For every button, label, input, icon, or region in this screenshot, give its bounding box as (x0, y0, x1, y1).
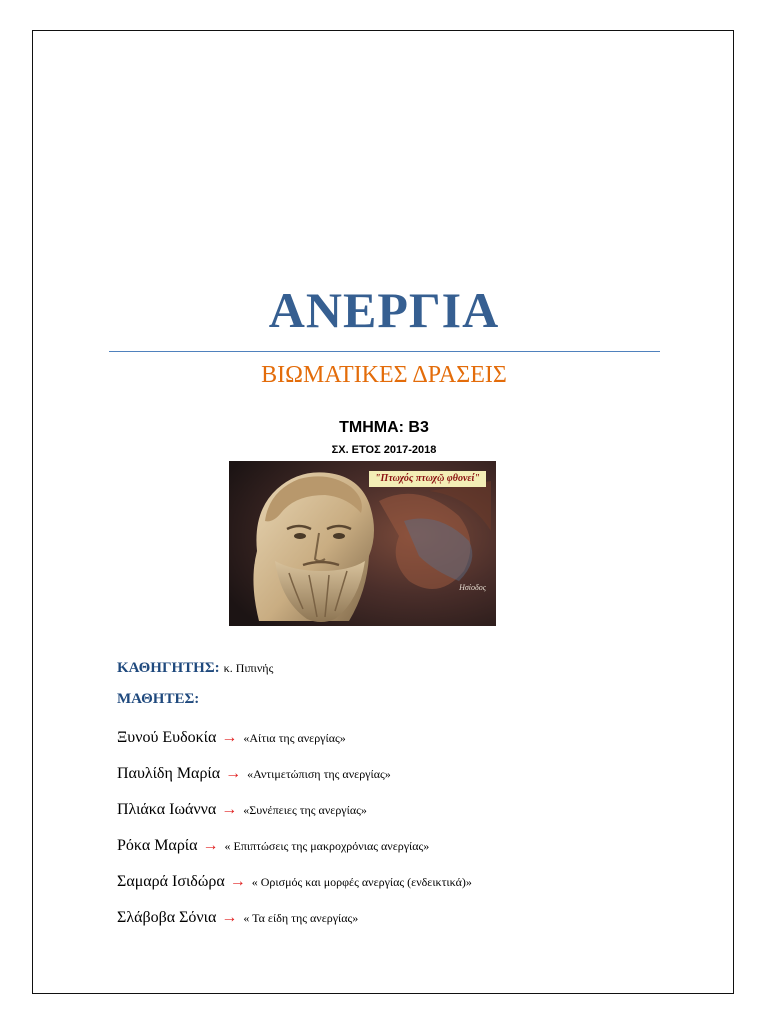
arrow-right-icon: → (229, 873, 246, 890)
arrow-right-icon: → (221, 909, 238, 926)
class-section: ΤΜΗΜΑ: Β3 (339, 419, 429, 436)
title-divider (109, 351, 660, 352)
student-name: Ξυνού Ευδοκία (117, 729, 217, 746)
student-row (117, 907, 358, 929)
student-topic: « Τα είδη της ανεργίας» (243, 911, 359, 925)
teacher-label: ΚΑΘΗΓΗΤΗΣ: (117, 660, 220, 676)
student-topic: «Αίτια της ανεργίας» (243, 731, 346, 745)
arrow-right-icon: → (221, 729, 238, 746)
student-name: Ρόκα Μαρία (117, 837, 198, 854)
student-topic: « Επιπτώσεις της μακροχρόνιας ανεργίας» (224, 839, 430, 853)
student-topic: «Συνέπειες της ανεργίας» (243, 803, 367, 817)
arrow-right-icon: → (221, 801, 238, 818)
student-name: Σαμαρά Ισιδώρα (117, 873, 225, 890)
student-topic: « Ορισμός και μορφές ανεργίας (ενδεικτικά)» (251, 875, 472, 889)
student-topic: «Αντιμετώπιση της ανεργίας» (247, 767, 391, 781)
image-caption: Ησίοδος (459, 583, 486, 592)
student-row (117, 727, 346, 749)
teacher-line (117, 657, 273, 679)
student-row (117, 871, 472, 893)
hesiod-bust-image (229, 461, 496, 626)
school-year: ΣΧ. ΕΤΟΣ 2017-2018 (331, 444, 437, 456)
student-name: Πλιάκα Ιωάννα (117, 801, 217, 818)
student-row (117, 763, 391, 785)
teacher-name: κ. Πιπινής (223, 661, 274, 675)
arrow-right-icon: → (225, 765, 242, 782)
student-name: Σλάβοβα Σόνια (117, 909, 217, 926)
document-subtitle: ΒΙΩΜΑΤΙΚΕΣ ΔΡΑΣΕΙΣ (261, 362, 507, 388)
students-heading: ΜΑΘΗΤΕΣ: (117, 691, 200, 707)
document-title: ΑΝΕΡΓΙΑ (268, 282, 500, 338)
student-row (117, 799, 367, 821)
image-quote: "Πτωχός πτωχῷ φθονεί" (369, 471, 486, 487)
student-name: Παυλίδη Μαρία (117, 765, 221, 782)
arrow-right-icon: → (202, 837, 219, 854)
student-row (117, 835, 429, 857)
